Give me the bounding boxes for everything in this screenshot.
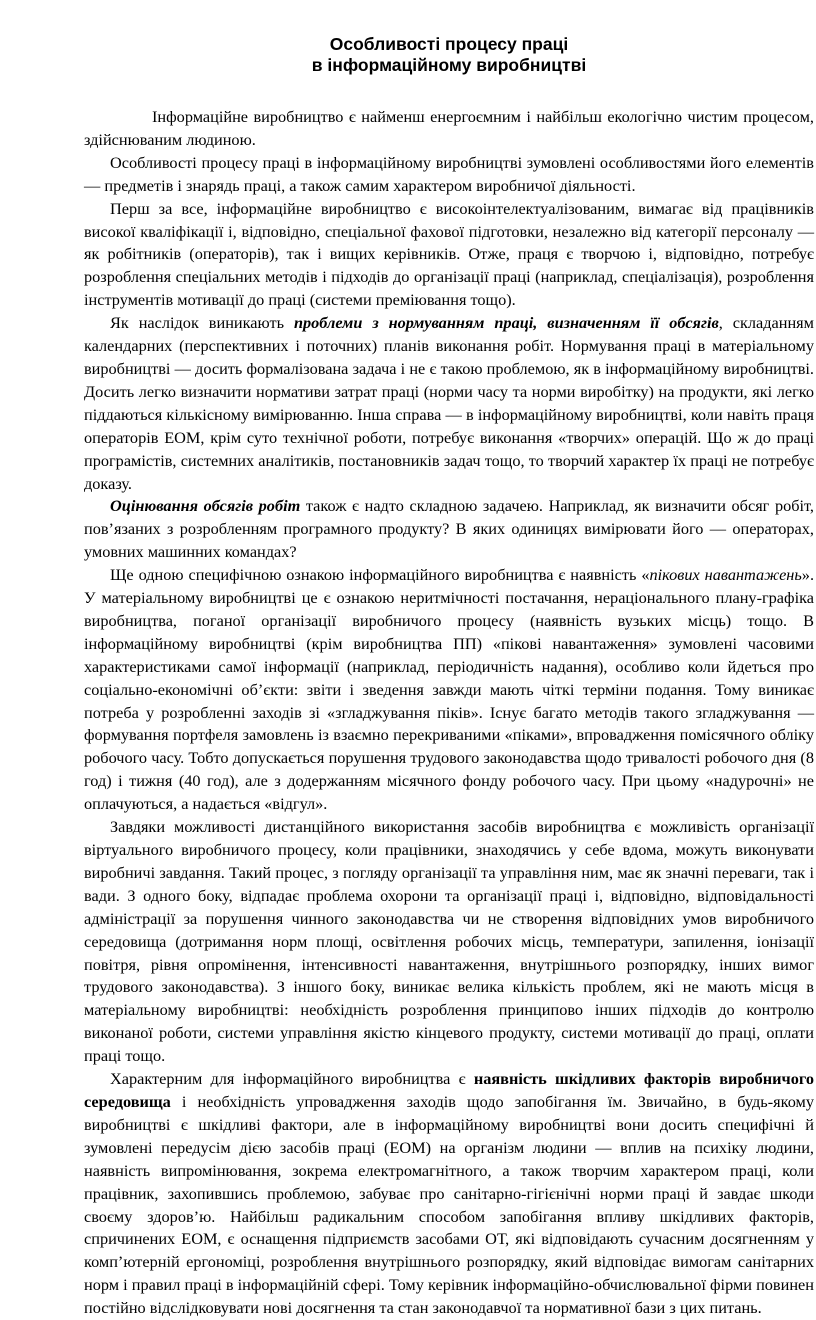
document-body [84, 106, 814, 1320]
paragraph-8-lead: Характерним для інформаційного виробництва є [110, 1069, 474, 1089]
paragraph-5 [84, 495, 814, 564]
paragraph-6-rest: ». У матеріальному виробництві це є ознакою неритмічності постачання, нераціонального плану-графіка виробництва, поганої організації виробничого процесу (наявність вузьких місць) тощо. В інформаційному виробництві (крім виробництва ПП) «пікові навантаження» зумовлені часовими характеристиками самої інформації (наприклад, періодичність надання), особливо коли йдеться про соціально-економічні об’єкти: звіти і зведення завжди мають чіткі терміни подання. Тому виникає потреба у розробленні заходів зі «згладжування піків». Існує багато методів такого згладжування — формування портфеля замовлень із взаємно перекриваними «піками», впровадження помісячного обліку робочого часу. Тобто допускається порушення трудового законодавства щодо тривалості робочого дня (8 год) і тижня (40 год), але з додержанням місячного фонду робочого часу. При цьому «надурочні» не оплачуються, а надається «відгул». [84, 565, 815, 814]
paragraph-8 [84, 1068, 814, 1320]
paragraph-5-emphasis: Оцінювання обсягів робіт [110, 496, 301, 516]
title-line-1: Особливості процесу праці [329, 34, 569, 54]
title-line-2: в інформаційному виробництві [311, 55, 587, 75]
document-page [84, 34, 814, 1320]
paragraph-6-emphasis: пікових навантажень [649, 565, 802, 585]
paragraph-7: Завдяки можливості дистанційного використання засобів виробництва є можливість організації віртуального виробничого процесу, коли працівники, знаходячись у себе вдома, можуть виконувати виробничі завдання. Такий процес, з погляду організації та управління ним, має як значні переваги, так і вади. З одного боку, відпадає проблема охорони та організації праці і, відповідно, відповідальності адміністрації за порушення чинного законодавства чи не створення відповідних умов виробничого середовища (дотримання норм площі, освітлення робочих місць, температури, запилення, іонізації повітря, рівня опромінення, інтенсивності навантаження, внутрішнього розпорядку, інших вимог трудового законодавства). З іншого боку, виникає велика кількість проблем, які не мають місця в матеріальному виробництві: необхідність розроблення принципово інших підходів до контролю виконаної роботи, системи управління якістю кінцевого продукту, системи мотивації до праці, оплати праці тощо. [84, 817, 814, 1066]
paragraph-8-rest: і необхідність упровадження заходів щодо запобігання їм. Звичайно, в будь-якому виробництві є шкідливі фактори, але в інформаційному виробництві вони досить специфічні й зумовлені передусім дією засобів праці (ЕОМ) на організм людини — вплив на психіку людини, наявність випромінювання, зокрема електромагнітного, а також творчим характером праці, коли працівник, захопившись проблемою, забуває про санітарно-гігієнічні норми праці й завдає шкоди своєму здоров’ю. Найбільш радикальним способом запобігання впливу шкідливих факторів, спричинених ЕОМ, є оснащення підприємств засобами ОТ, які відповідають сучасним досягненням у комп’ютерній ергономіці, розроблення внутрішнього розпорядку, який відповідає вимогам санітарних норм і правил праці в інформаційній сфері. Тому керівник інформаційно-обчислювальної фірми повинен постійно відслідковувати нові досягнення та стан законодавчої та нормативної бази з цих питань. [84, 1091, 814, 1318]
paragraph-1-text: Інформаційне виробництво є найменш енергоємним і найбільш екологічно чистим процесом, здійснюваним людиною. [84, 107, 814, 149]
paragraph-4-lead: Як наслідок виникають [110, 313, 294, 333]
paragraph-6 [84, 564, 814, 816]
paragraph-6-lead: Ще одною специфічною ознакою інформаційного виробництва є наявність « [110, 565, 650, 585]
paragraph-4-rest: , складанням календарних (перспективних і поточних) планів виконання робіт. Нормування праці в матеріальному виробництві — досить формалізована задача і не є такою проблемою, як в інформаційному виробництві. Досить легко визначити нормативи затрат праці (норми часу та норми виробітку) на продукти, які легко піддаються кількісному вимірюванню. Інша справа — в інформаційному виробництві, коли навіть праця операторів ЕОМ, крім суто технічної роботи, потребує виконання «творчих» операцій. Що ж до праці програмістів, системних аналітиків, постановників задач тощо, то творчий характер їх праці не потребує доказу. [84, 313, 814, 493]
document-title [84, 34, 814, 76]
paragraph-1 [84, 106, 814, 152]
paragraph-2: Особливості процесу праці в інформаційному виробництві зумовлені особливостями його елементів — предметів і знарядь праці, а також самим характером виробничої діяльності. [84, 152, 814, 195]
paragraph-4-emphasis: проблеми з нормуванням праці, визначенням її обсягів [293, 313, 719, 333]
paragraph-3: Перш за все, інформаційне виробництво є високоінтелектуалізованим, вимагає від працівників високої кваліфікації і, відповідно, спеціальної фахової підготовки, незалежно від категорії персоналу — як робітників (операторів), так і вищих керівників. Отже, праця є творчою і, відповідно, потребує розроблення спеціальних методів і підходів до організації праці (наприклад, спеціалізація), розроблення інструментів мотивації до праці (системи преміювання тощо). [84, 198, 814, 310]
paragraph-5-rest: також є надто складною задачею. Наприклад, як визначити обсяг робіт, пов’язаних з розробленням програмного продукту? В яких одиницях вимірювати його — операторах, умовних машинних командах? [84, 496, 814, 562]
paragraph-8-emphasis: наявність шкідливих факторів виробничого середовища [84, 1069, 814, 1111]
paragraph-4 [84, 312, 814, 495]
